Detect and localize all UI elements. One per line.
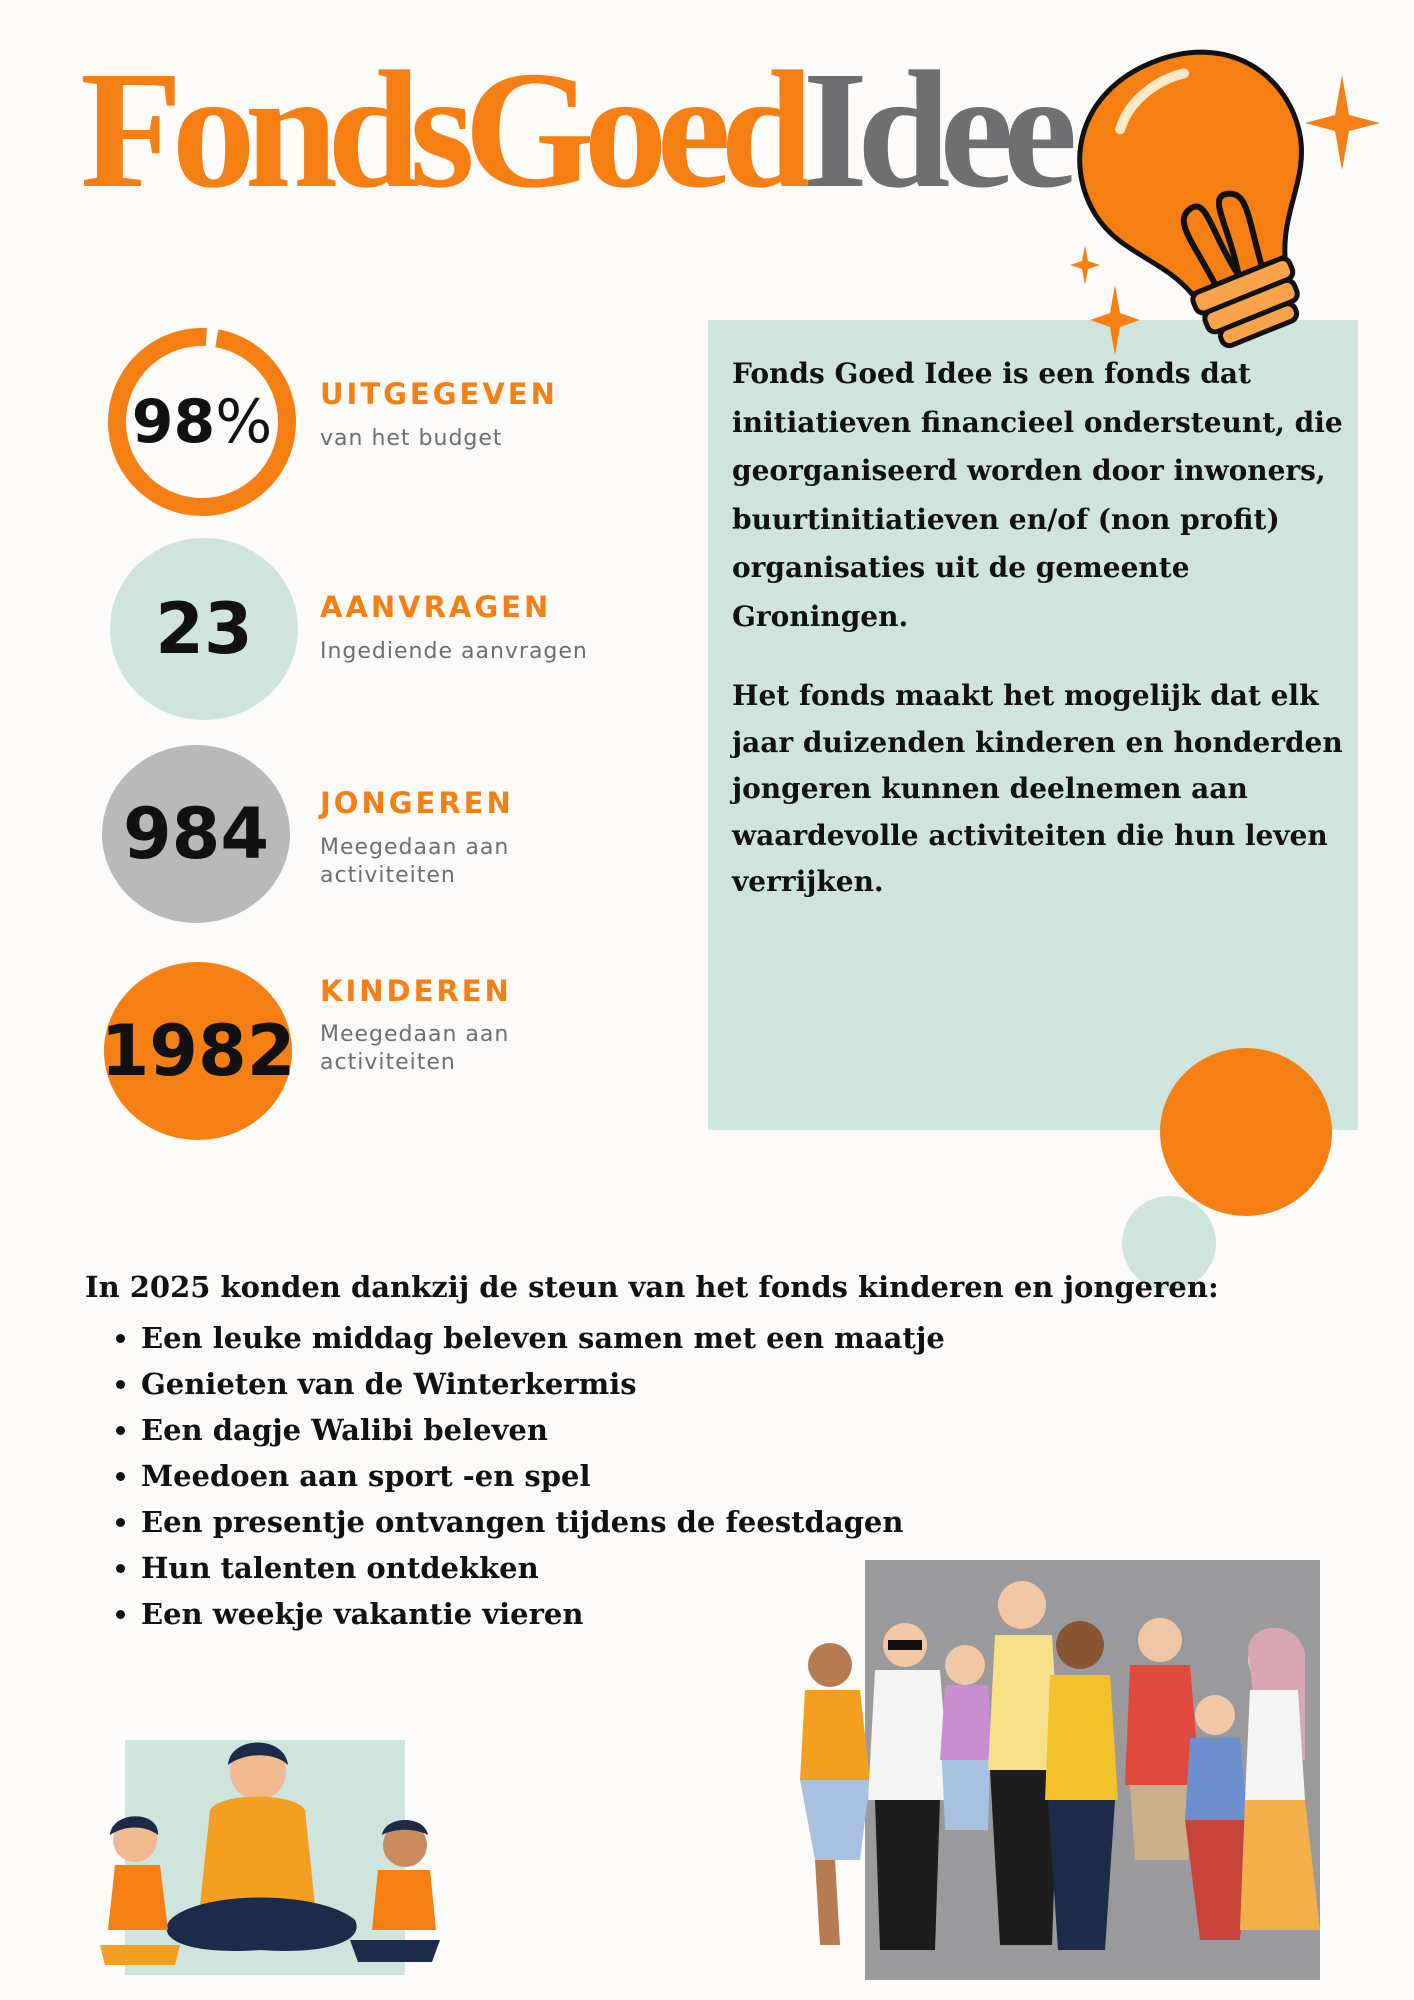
stat-label-uitgegeven: UITGEGEVEN xyxy=(320,377,558,411)
decorative-orange-circle xyxy=(1160,1048,1332,1216)
info-panel xyxy=(708,320,1358,1130)
page-title xyxy=(80,37,1067,223)
list-item: • Een weekje vakantie vieren xyxy=(141,1591,945,1637)
list-item: • Een presentje ontvangen tijdens de feestdagen xyxy=(141,1499,945,1545)
list-item: • Een dagje Walibi beleven xyxy=(141,1407,945,1453)
stat-value-jongeren: 984 xyxy=(122,793,270,875)
title-idee: Idee xyxy=(802,37,1067,223)
stat-value-kinderen: 1982 xyxy=(100,1010,296,1092)
list-item: • Hun talenten ontdekken xyxy=(141,1545,945,1591)
list-item: • Meedoen aan sport -en spel xyxy=(141,1453,945,1499)
stat-label-kinderen: KINDEREN xyxy=(320,974,512,1008)
stat-label-jongeren: JONGEREN xyxy=(320,786,514,820)
info-paragraph-2: Het fonds maakt het mogelijk dat elk jaar duizenden kinderen en honderden jongeren kunnen deelnemen aan waardevolle activiteiten die hun leven verrijken. xyxy=(732,679,1343,898)
stat-label-aanvragen: AANVRAGEN xyxy=(320,590,552,624)
stat-circle-aanvragen xyxy=(110,538,298,720)
stat-sub-aanvragen: Ingediende aanvragen xyxy=(320,639,588,664)
list-item: • Een leuke middag beleven samen met een maatje xyxy=(141,1315,945,1361)
stat-ring-uitgegeven xyxy=(105,325,299,519)
stat-value-aanvragen: 23 xyxy=(155,588,253,670)
stat-circle-jongeren xyxy=(102,745,290,923)
lightbulb-icon xyxy=(1040,35,1400,365)
info-paragraph-1: Fonds Goed Idee is een fonds dat initiatieven financieel ondersteunt, die georganiseerd worden door inwoners, buurtinitiatieven en/of (non profit) organisaties uit de gemeente Groningen. xyxy=(732,357,1343,633)
title-goed: Goed xyxy=(463,37,803,223)
stat-sub-jongeren: Meegedaan aan activiteiten xyxy=(320,835,510,888)
group-illustration xyxy=(760,1560,1340,1980)
title-fonds: Fonds xyxy=(80,37,464,223)
list-item: • Genieten van de Winterkermis xyxy=(141,1361,945,1407)
stat-sub-uitgegeven: van het budget xyxy=(320,426,503,451)
stat-circle-kinderen xyxy=(100,962,296,1140)
list-intro: In 2025 konden dankzij de steun van het fonds kinderen en jongeren: xyxy=(85,1270,1219,1304)
stat-sub-kinderen: Meegedaan aan activiteiten xyxy=(320,1022,510,1075)
stat-suffix: % xyxy=(215,387,273,457)
stat-value-uitgegeven: 98 xyxy=(131,387,216,457)
family-illustration xyxy=(80,1730,460,1980)
svg-text:98% xyxy=(132,387,273,457)
